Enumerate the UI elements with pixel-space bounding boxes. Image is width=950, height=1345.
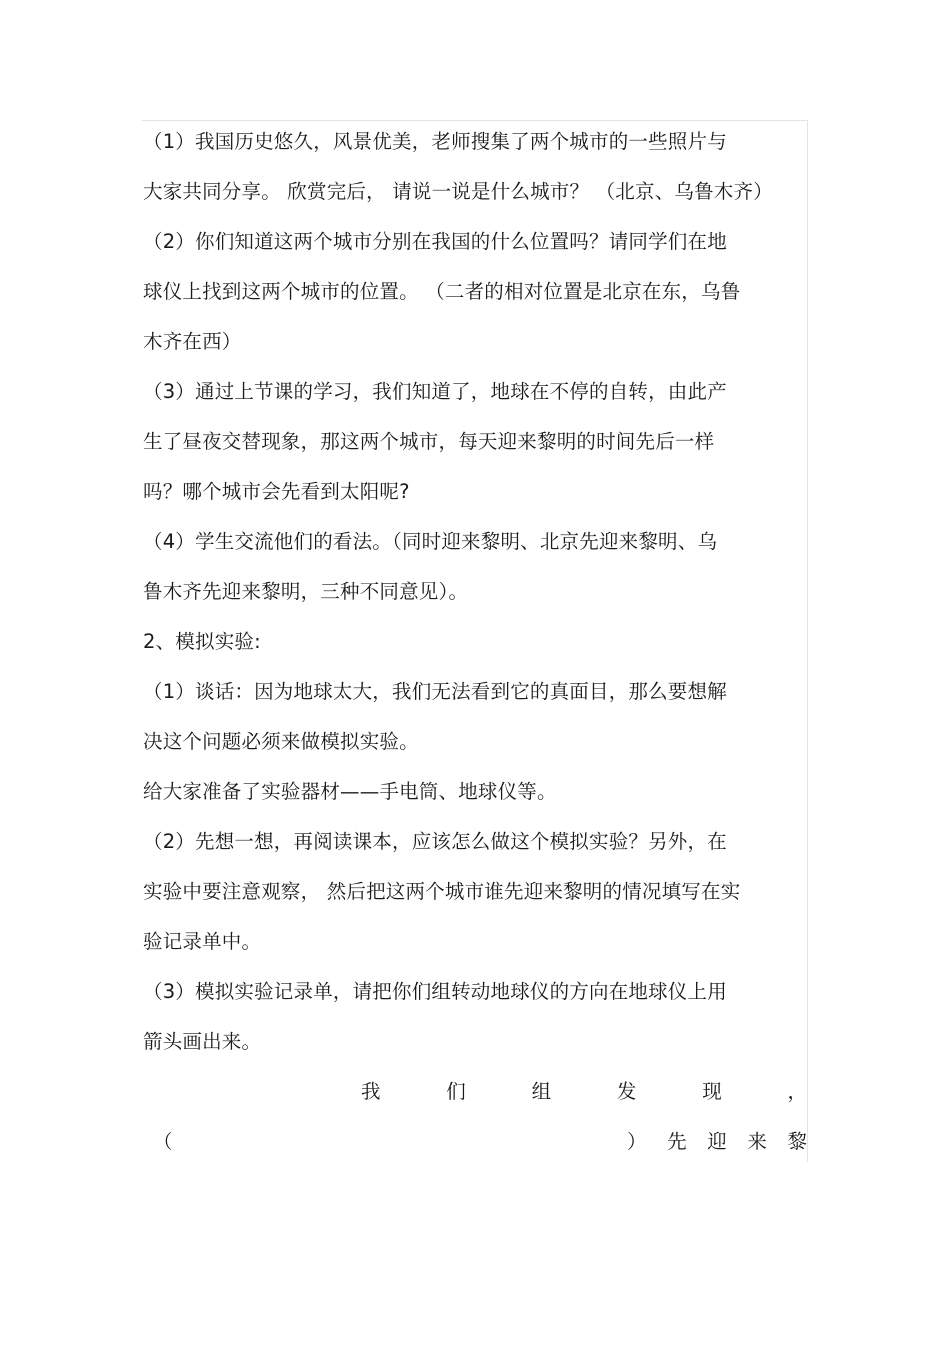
paragraph-line: （2）先想一想，再阅读课本，应该怎么做这个模拟实验？另外，在 <box>143 830 727 853</box>
record-char: 黎 <box>787 1130 807 1153</box>
paragraph-line: 验记录单中。 <box>143 930 262 953</box>
record-char: 们 <box>446 1080 466 1103</box>
record-sheet-line-2 <box>143 1117 807 1167</box>
paragraph-line: （2）你们知道这两个城市分别在我国的什么位置吗？请同学们在地 <box>143 230 727 253</box>
record-tail <box>627 1117 807 1167</box>
record-char: 先 <box>667 1130 687 1153</box>
paragraph-line: 吗？哪个城市会先看到太阳呢? <box>143 480 410 503</box>
record-char: 现 <box>702 1080 722 1103</box>
record-sheet-line-1 <box>143 1067 807 1117</box>
paragraph-line: （1）我国历史悠久，风景优美，老师搜集了两个城市的一些照片与 <box>143 130 727 153</box>
paragraph-line: 生了昼夜交替现象，那这两个城市，每天迎来黎明的时间先后一样 <box>143 430 715 453</box>
paragraph-line: （3）模拟实验记录单，请把你们组转动地球仪的方向在地球仪上用 <box>143 980 727 1003</box>
paragraph-line: 给大家准备了实验器材——手电筒、地球仪等。 <box>143 780 557 803</box>
blank-open-paren: （ <box>153 1130 173 1153</box>
paragraph-line: 球仪上找到这两个城市的位置。 （二者的相对位置是北京在东，乌鲁 <box>143 280 741 303</box>
paragraph-line: 箭头画出来。 <box>143 1030 262 1053</box>
paragraph-line: （3）通过上节课的学习，我们知道了，地球在不停的自转，由此产 <box>143 380 727 403</box>
record-char: 发 <box>616 1080 637 1103</box>
record-char: ， <box>787 1080 807 1103</box>
record-char: 我 <box>361 1080 381 1103</box>
paragraph-line: 决这个问题必须来做模拟实验。 <box>143 730 419 753</box>
paragraph-line: 木齐在西） <box>143 330 242 353</box>
blank-close-paren: ） <box>627 1130 647 1153</box>
paragraph-line: （4）学生交流他们的看法。（同时迎来黎明、北京先迎来黎明、乌 <box>143 530 718 553</box>
record-char: 迎 <box>707 1130 727 1153</box>
paragraph-line: （1）谈话：因为地球太大，我们无法看到它的真面目，那么要想解 <box>143 680 727 703</box>
section-heading: 2、模拟实验: <box>143 630 261 653</box>
paragraph-line: 鲁木齐先迎来黎明，三种不同意见）。 <box>143 580 469 603</box>
record-char: 组 <box>531 1080 552 1103</box>
paragraph-line: 大家共同分享。 欣赏完后， 请说一说是什么城市？ （北京、乌鲁木齐） <box>143 180 773 203</box>
document-body <box>143 117 807 1167</box>
paragraph-line: 实验中要注意观察， 然后把这两个城市谁先迎来黎明的情况填写在实 <box>143 880 741 903</box>
record-char: 来 <box>747 1130 767 1153</box>
